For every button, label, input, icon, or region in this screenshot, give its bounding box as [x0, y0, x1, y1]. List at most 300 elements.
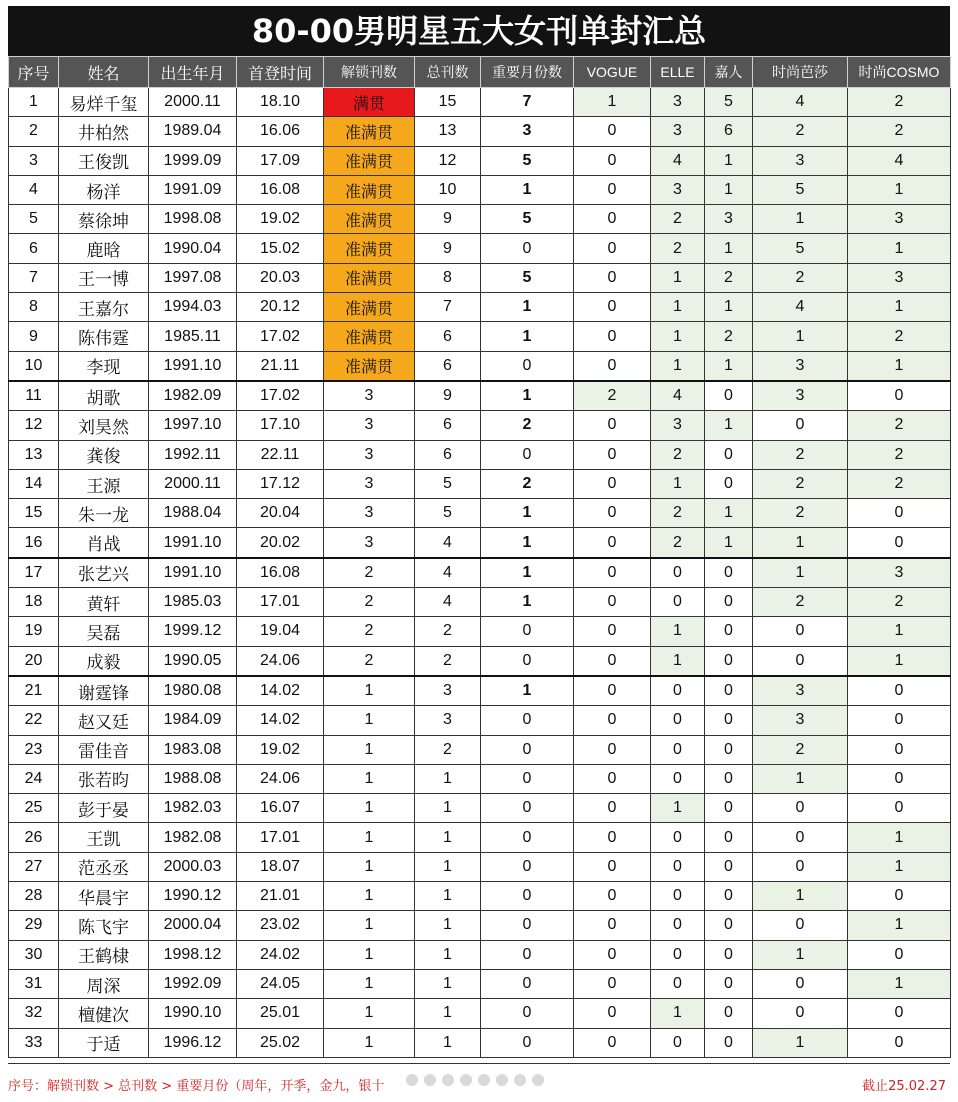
cell-important-months: 7 — [481, 88, 574, 117]
cell-vogue: 0 — [574, 852, 651, 881]
cell-name: 鹿晗 — [59, 234, 149, 263]
cell-rank: 1 — [9, 88, 59, 117]
cell-important-months: 0 — [481, 852, 574, 881]
cell-vogue: 0 — [574, 617, 651, 646]
cell-elle: 0 — [651, 735, 705, 764]
cell-total: 3 — [415, 706, 481, 735]
cell-birth: 1990.10 — [149, 999, 237, 1028]
cell-birth: 1997.10 — [149, 411, 237, 440]
col-header-debut: 首登时间 — [237, 57, 324, 88]
cell-birth: 1999.12 — [149, 617, 237, 646]
cell-elle: 2 — [651, 499, 705, 528]
col-header-vogue: VOGUE — [574, 57, 651, 88]
cell-marieclaire: 2 — [705, 322, 753, 351]
cell-unlocked: 3 — [324, 499, 415, 528]
table-row — [9, 469, 951, 498]
cell-debut: 24.05 — [237, 969, 324, 998]
cell-name: 周深 — [59, 969, 149, 998]
cell-total: 1 — [415, 852, 481, 881]
cell-vogue: 0 — [574, 794, 651, 823]
cell-marieclaire: 1 — [705, 146, 753, 175]
cell-elle: 1 — [651, 794, 705, 823]
cell-debut: 25.01 — [237, 999, 324, 1028]
cell-marieclaire: 6 — [705, 117, 753, 146]
cell-marieclaire: 1 — [705, 293, 753, 322]
cell-debut: 14.02 — [237, 706, 324, 735]
cell-bazaar: 4 — [753, 88, 848, 117]
cell-name: 檀健次 — [59, 999, 149, 1028]
cell-debut: 20.12 — [237, 293, 324, 322]
cell-bazaar: 1 — [753, 940, 848, 969]
cell-cosmo: 3 — [848, 205, 951, 234]
cell-unlocked: 3 — [324, 469, 415, 498]
cell-cosmo: 0 — [848, 940, 951, 969]
table-row — [9, 88, 951, 117]
cell-marieclaire: 0 — [705, 676, 753, 706]
cell-marieclaire: 0 — [705, 823, 753, 852]
cell-unlocked: 准满贯 — [324, 293, 415, 322]
cell-important-months: 0 — [481, 1028, 574, 1057]
cell-debut: 18.10 — [237, 88, 324, 117]
cell-cosmo: 1 — [848, 911, 951, 940]
cell-vogue: 0 — [574, 411, 651, 440]
table-row — [9, 735, 951, 764]
cell-important-months: 0 — [481, 351, 574, 381]
cell-elle: 0 — [651, 764, 705, 793]
cell-cosmo: 0 — [848, 381, 951, 411]
cell-important-months: 0 — [481, 646, 574, 676]
cell-rank: 23 — [9, 735, 59, 764]
cell-name: 胡歌 — [59, 381, 149, 411]
col-header-total: 总刊数 — [415, 57, 481, 88]
col-header-cosmo: 时尚COSMO — [848, 57, 951, 88]
cell-name: 雷佳音 — [59, 735, 149, 764]
cell-bazaar: 1 — [753, 1028, 848, 1057]
cell-birth: 1990.12 — [149, 882, 237, 911]
cell-unlocked: 1 — [324, 911, 415, 940]
cell-cosmo: 1 — [848, 646, 951, 676]
cell-unlocked: 2 — [324, 646, 415, 676]
cell-important-months: 0 — [481, 823, 574, 852]
cell-total: 1 — [415, 969, 481, 998]
table-row — [9, 528, 951, 558]
cell-total: 1 — [415, 882, 481, 911]
cell-important-months: 2 — [481, 411, 574, 440]
cell-cosmo: 0 — [848, 499, 951, 528]
cell-unlocked: 准满贯 — [324, 351, 415, 381]
cell-total: 8 — [415, 263, 481, 292]
cell-birth: 1990.05 — [149, 646, 237, 676]
table-row — [9, 263, 951, 292]
cell-vogue: 0 — [574, 764, 651, 793]
cell-debut: 17.02 — [237, 322, 324, 351]
table-row — [9, 852, 951, 881]
cell-cosmo: 1 — [848, 969, 951, 998]
cell-marieclaire: 1 — [705, 351, 753, 381]
cell-birth: 1983.08 — [149, 735, 237, 764]
cell-elle: 1 — [651, 263, 705, 292]
table-row — [9, 175, 951, 204]
cell-important-months: 0 — [481, 706, 574, 735]
cell-elle: 4 — [651, 381, 705, 411]
cell-important-months: 2 — [481, 469, 574, 498]
cell-unlocked: 1 — [324, 999, 415, 1028]
cell-birth: 1992.11 — [149, 440, 237, 469]
cell-vogue: 0 — [574, 823, 651, 852]
cell-important-months: 5 — [481, 263, 574, 292]
cell-bazaar: 0 — [753, 617, 848, 646]
cell-birth: 1996.12 — [149, 1028, 237, 1057]
table-row — [9, 969, 951, 998]
cell-rank: 9 — [9, 322, 59, 351]
cell-total: 15 — [415, 88, 481, 117]
cell-marieclaire: 0 — [705, 999, 753, 1028]
cell-vogue: 0 — [574, 175, 651, 204]
cell-vogue: 2 — [574, 381, 651, 411]
cell-marieclaire: 0 — [705, 381, 753, 411]
cell-debut: 17.10 — [237, 411, 324, 440]
cell-elle: 1 — [651, 322, 705, 351]
cell-cosmo: 0 — [848, 735, 951, 764]
cell-name: 刘昊然 — [59, 411, 149, 440]
col-header-elle: ELLE — [651, 57, 705, 88]
cell-important-months: 3 — [481, 117, 574, 146]
cell-unlocked: 准满贯 — [324, 146, 415, 175]
cell-important-months: 0 — [481, 911, 574, 940]
cell-marieclaire: 0 — [705, 969, 753, 998]
cell-marieclaire: 1 — [705, 234, 753, 263]
cell-marieclaire: 3 — [705, 205, 753, 234]
cell-total: 5 — [415, 499, 481, 528]
cell-important-months: 1 — [481, 588, 574, 617]
cell-name: 王俊凯 — [59, 146, 149, 175]
cell-bazaar: 2 — [753, 499, 848, 528]
cell-bazaar: 0 — [753, 823, 848, 852]
cell-debut: 21.01 — [237, 882, 324, 911]
header-row — [9, 57, 951, 88]
cell-name: 杨洋 — [59, 175, 149, 204]
cell-rank: 17 — [9, 558, 59, 588]
cell-debut: 24.02 — [237, 940, 324, 969]
cell-vogue: 0 — [574, 558, 651, 588]
table-row — [9, 205, 951, 234]
cell-elle: 1 — [651, 293, 705, 322]
cell-debut: 24.06 — [237, 764, 324, 793]
cell-total: 3 — [415, 676, 481, 706]
cell-marieclaire: 0 — [705, 469, 753, 498]
cell-debut: 20.02 — [237, 528, 324, 558]
cell-unlocked: 1 — [324, 882, 415, 911]
cell-marieclaire: 1 — [705, 499, 753, 528]
cell-rank: 27 — [9, 852, 59, 881]
cell-total: 1 — [415, 1028, 481, 1057]
cell-cosmo: 2 — [848, 117, 951, 146]
cell-birth: 1998.12 — [149, 940, 237, 969]
cell-birth: 1982.03 — [149, 794, 237, 823]
cell-elle: 0 — [651, 676, 705, 706]
cell-vogue: 0 — [574, 1028, 651, 1057]
cell-bazaar: 1 — [753, 528, 848, 558]
cell-cosmo: 0 — [848, 1028, 951, 1057]
table-row — [9, 617, 951, 646]
cell-bazaar: 1 — [753, 205, 848, 234]
cell-unlocked: 准满贯 — [324, 234, 415, 263]
cell-rank: 5 — [9, 205, 59, 234]
cell-name: 于适 — [59, 1028, 149, 1057]
cell-unlocked: 准满贯 — [324, 175, 415, 204]
cell-vogue: 0 — [574, 706, 651, 735]
table-row — [9, 706, 951, 735]
cell-vogue: 0 — [574, 440, 651, 469]
cell-birth: 1991.10 — [149, 558, 237, 588]
cell-birth: 1980.08 — [149, 676, 237, 706]
cell-cosmo: 2 — [848, 322, 951, 351]
cell-rank: 2 — [9, 117, 59, 146]
table-row — [9, 499, 951, 528]
cell-debut: 21.11 — [237, 351, 324, 381]
cell-marieclaire: 0 — [705, 1028, 753, 1057]
cell-total: 13 — [415, 117, 481, 146]
cell-debut: 16.07 — [237, 794, 324, 823]
cell-total: 4 — [415, 528, 481, 558]
cell-name: 王嘉尔 — [59, 293, 149, 322]
cell-vogue: 0 — [574, 351, 651, 381]
cell-total: 1 — [415, 999, 481, 1028]
cell-important-months: 1 — [481, 499, 574, 528]
cell-important-months: 0 — [481, 999, 574, 1028]
cell-marieclaire: 1 — [705, 175, 753, 204]
cell-rank: 31 — [9, 969, 59, 998]
cell-rank: 7 — [9, 263, 59, 292]
cell-debut: 20.03 — [237, 263, 324, 292]
cell-birth: 1989.04 — [149, 117, 237, 146]
cell-bazaar: 3 — [753, 381, 848, 411]
cell-bazaar: 2 — [753, 588, 848, 617]
table-row — [9, 794, 951, 823]
table-row — [9, 588, 951, 617]
cell-marieclaire: 1 — [705, 411, 753, 440]
cell-name: 李现 — [59, 351, 149, 381]
cell-bazaar: 2 — [753, 440, 848, 469]
watermark-dot — [442, 1074, 454, 1086]
cell-name: 谢霆锋 — [59, 676, 149, 706]
watermark-dot — [406, 1074, 418, 1086]
cell-birth: 2000.03 — [149, 852, 237, 881]
watermark-dot — [478, 1074, 490, 1086]
table-row — [9, 322, 951, 351]
cell-important-months: 0 — [481, 764, 574, 793]
cell-elle: 0 — [651, 852, 705, 881]
cell-elle: 0 — [651, 706, 705, 735]
cell-vogue: 0 — [574, 263, 651, 292]
cell-marieclaire: 0 — [705, 764, 753, 793]
watermark-dot — [514, 1074, 526, 1086]
cell-unlocked: 1 — [324, 735, 415, 764]
cell-unlocked: 3 — [324, 528, 415, 558]
cell-important-months: 0 — [481, 969, 574, 998]
cell-marieclaire: 0 — [705, 882, 753, 911]
cell-important-months: 1 — [481, 528, 574, 558]
col-header-bazaar: 时尚芭莎 — [753, 57, 848, 88]
cell-rank: 15 — [9, 499, 59, 528]
cell-vogue: 1 — [574, 88, 651, 117]
cell-debut: 16.08 — [237, 175, 324, 204]
cell-total: 6 — [415, 440, 481, 469]
cell-marieclaire: 0 — [705, 617, 753, 646]
cell-total: 1 — [415, 764, 481, 793]
cell-name: 陈飞宇 — [59, 911, 149, 940]
cell-bazaar: 0 — [753, 852, 848, 881]
cell-unlocked: 1 — [324, 852, 415, 881]
cell-vogue: 0 — [574, 293, 651, 322]
cell-elle: 1 — [651, 999, 705, 1028]
cell-birth: 1985.03 — [149, 588, 237, 617]
cell-bazaar: 0 — [753, 969, 848, 998]
cell-total: 1 — [415, 911, 481, 940]
cell-cosmo: 0 — [848, 794, 951, 823]
cell-elle: 2 — [651, 528, 705, 558]
cell-debut: 25.02 — [237, 1028, 324, 1057]
cell-rank: 22 — [9, 706, 59, 735]
cell-vogue: 0 — [574, 676, 651, 706]
cell-bazaar: 0 — [753, 999, 848, 1028]
cell-cosmo: 0 — [848, 882, 951, 911]
cell-debut: 24.06 — [237, 646, 324, 676]
cell-unlocked: 准满贯 — [324, 263, 415, 292]
cell-unlocked: 2 — [324, 617, 415, 646]
cell-total: 5 — [415, 469, 481, 498]
cell-vogue: 0 — [574, 588, 651, 617]
cell-rank: 13 — [9, 440, 59, 469]
cell-vogue: 0 — [574, 117, 651, 146]
table-row — [9, 882, 951, 911]
cell-bazaar: 1 — [753, 322, 848, 351]
cell-birth: 1982.09 — [149, 381, 237, 411]
cell-cosmo: 4 — [848, 146, 951, 175]
col-header-rank: 序号 — [9, 57, 59, 88]
cell-cosmo: 1 — [848, 852, 951, 881]
cell-total: 4 — [415, 558, 481, 588]
cell-total: 2 — [415, 646, 481, 676]
cell-birth: 1997.08 — [149, 263, 237, 292]
cell-total: 2 — [415, 617, 481, 646]
cell-name: 范丞丞 — [59, 852, 149, 881]
cell-marieclaire: 0 — [705, 852, 753, 881]
table-row — [9, 558, 951, 588]
cell-vogue: 0 — [574, 646, 651, 676]
cell-cosmo: 2 — [848, 88, 951, 117]
cell-vogue: 0 — [574, 234, 651, 263]
cell-debut: 19.02 — [237, 735, 324, 764]
cell-important-months: 1 — [481, 293, 574, 322]
cell-total: 1 — [415, 794, 481, 823]
cell-marieclaire: 0 — [705, 588, 753, 617]
cell-bazaar: 3 — [753, 676, 848, 706]
cell-important-months: 1 — [481, 322, 574, 351]
cell-name: 井柏然 — [59, 117, 149, 146]
cell-bazaar: 3 — [753, 351, 848, 381]
cell-name: 王一博 — [59, 263, 149, 292]
cell-debut: 18.07 — [237, 852, 324, 881]
cell-debut: 16.08 — [237, 558, 324, 588]
cell-name: 朱一龙 — [59, 499, 149, 528]
cell-bazaar: 2 — [753, 469, 848, 498]
cell-elle: 0 — [651, 558, 705, 588]
cell-elle: 0 — [651, 940, 705, 969]
cell-debut: 17.02 — [237, 381, 324, 411]
cell-cosmo: 2 — [848, 440, 951, 469]
cell-birth: 1991.10 — [149, 528, 237, 558]
cell-name: 赵又廷 — [59, 706, 149, 735]
cell-birth: 1991.09 — [149, 175, 237, 204]
cell-debut: 17.01 — [237, 588, 324, 617]
cell-name: 黄轩 — [59, 588, 149, 617]
cell-total: 2 — [415, 735, 481, 764]
cell-name: 彭于晏 — [59, 794, 149, 823]
cell-elle: 3 — [651, 175, 705, 204]
cell-unlocked: 1 — [324, 823, 415, 852]
cell-total: 9 — [415, 381, 481, 411]
cell-bazaar: 5 — [753, 175, 848, 204]
cell-cosmo: 0 — [848, 999, 951, 1028]
cell-total: 1 — [415, 940, 481, 969]
cell-cosmo: 1 — [848, 617, 951, 646]
watermark-dot — [460, 1074, 472, 1086]
cell-total: 6 — [415, 351, 481, 381]
table-row — [9, 999, 951, 1028]
cell-name: 成毅 — [59, 646, 149, 676]
cell-elle: 3 — [651, 88, 705, 117]
cell-elle: 2 — [651, 205, 705, 234]
cell-debut: 23.02 — [237, 911, 324, 940]
cell-debut: 17.09 — [237, 146, 324, 175]
cell-marieclaire: 0 — [705, 735, 753, 764]
col-header-marieclaire: 嘉人 — [705, 57, 753, 88]
cell-bazaar: 2 — [753, 735, 848, 764]
cell-rank: 25 — [9, 794, 59, 823]
cell-unlocked: 1 — [324, 764, 415, 793]
cell-rank: 6 — [9, 234, 59, 263]
cell-bazaar: 3 — [753, 706, 848, 735]
cell-unlocked: 3 — [324, 381, 415, 411]
table-row — [9, 676, 951, 706]
cell-marieclaire: 5 — [705, 88, 753, 117]
cell-bazaar: 5 — [753, 234, 848, 263]
cell-total: 12 — [415, 146, 481, 175]
cell-rank: 30 — [9, 940, 59, 969]
cell-unlocked: 1 — [324, 706, 415, 735]
cell-cosmo: 2 — [848, 588, 951, 617]
sort-rule-note: 序号：解锁刊数 > 总刊数 > 重要月份（周年，开季，金九，银十 — [8, 1079, 385, 1094]
cell-cosmo: 0 — [848, 676, 951, 706]
cell-total: 9 — [415, 234, 481, 263]
cell-elle: 0 — [651, 823, 705, 852]
cell-name: 王源 — [59, 469, 149, 498]
watermark-dot — [424, 1074, 436, 1086]
cell-cosmo: 1 — [848, 293, 951, 322]
summary-sheet — [8, 6, 950, 1058]
col-header-unlocked: 解锁刊数 — [324, 57, 415, 88]
cell-bazaar: 4 — [753, 293, 848, 322]
cell-birth: 1988.04 — [149, 499, 237, 528]
col-header-name: 姓名 — [59, 57, 149, 88]
cell-marieclaire: 0 — [705, 794, 753, 823]
cell-rank: 20 — [9, 646, 59, 676]
cell-unlocked: 1 — [324, 676, 415, 706]
table-row — [9, 234, 951, 263]
cell-rank: 29 — [9, 911, 59, 940]
table-row — [9, 1028, 951, 1057]
